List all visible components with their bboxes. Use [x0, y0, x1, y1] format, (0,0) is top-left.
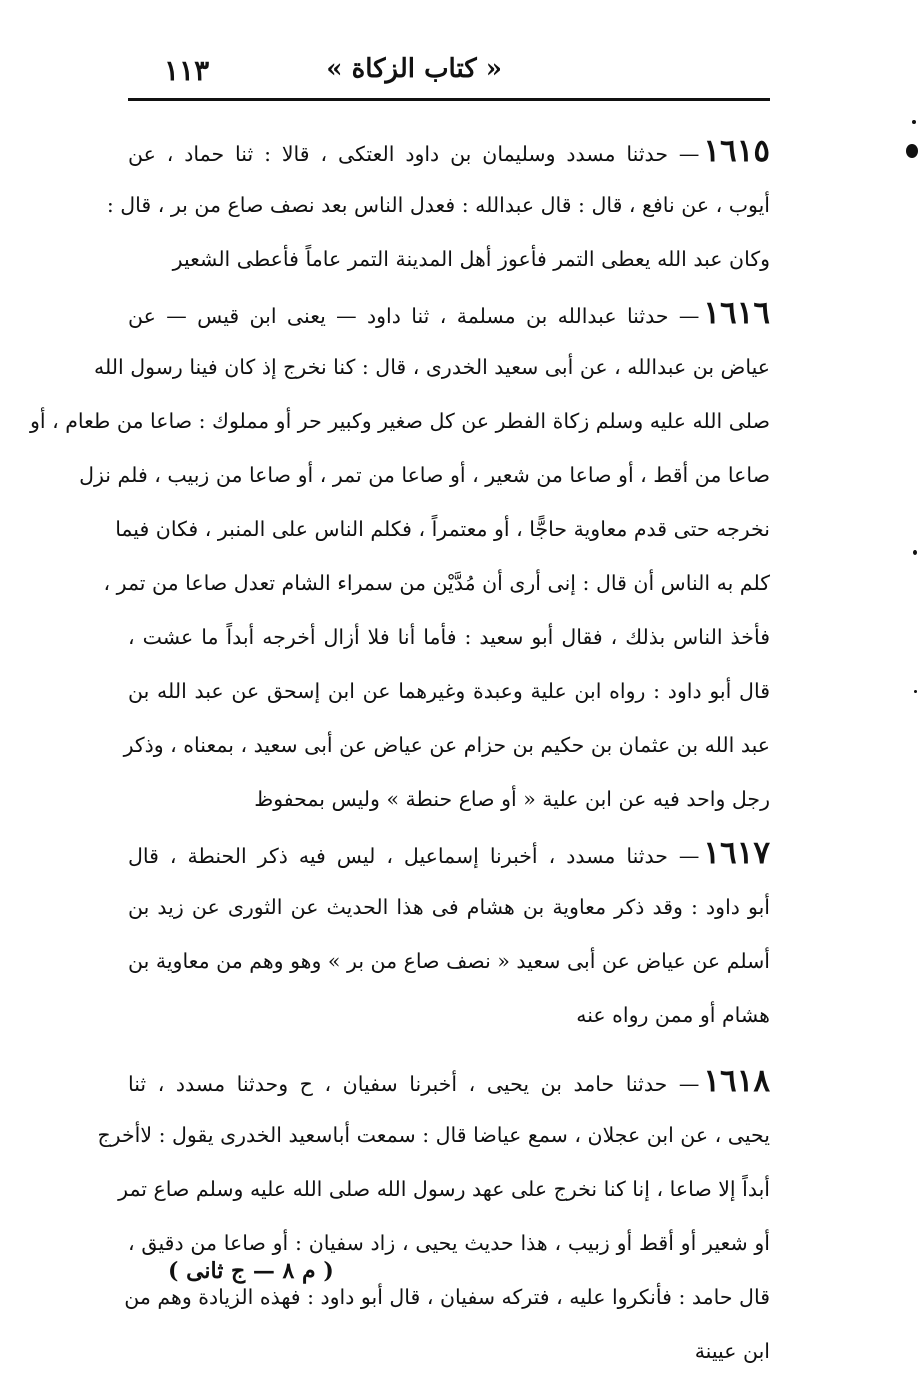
- line-text: — حدثنا مسدد ، أخبرنا إسماعيل ، ليس فيه ذكر الحنطة ، قال: [128, 844, 700, 868]
- line-text: — حدثنا مسدد وسليمان بن داود العتكى ، قالا : ثنا حماد ، عن: [128, 142, 700, 166]
- text-line: [29, 394, 770, 448]
- line-text: أبو داود : وقد ذكر معاوية بن هشام فى هذا الحديث عن الثورى عن زيد بن: [128, 895, 770, 919]
- line-text: أسلم عن عياض عن أبى سعيد « نصف صاع من بر » وهو وهم من معاوية بن: [128, 949, 770, 973]
- hadith-number: ١٦١٨: [703, 1063, 770, 1099]
- page-number: ١١٣: [164, 54, 210, 87]
- text-line: [103, 556, 770, 610]
- text-line: [94, 340, 770, 394]
- line-text: عياض بن عبدالله ، عن أبى سعيد الخدرى ، قال : كنا نخرج إذ كان فينا رسول الله: [94, 355, 770, 379]
- line-text: أبداً إلا صاعا ، إنا كنا نخرج على عهد رسول الله صلى الله عليه وسلم صاع تمر: [118, 1177, 770, 1201]
- text-line: [115, 502, 770, 556]
- text-line: [128, 664, 770, 718]
- text-line: [128, 772, 770, 826]
- line-text: وكان عبد الله يعطى التمر فأعوز أهل المدينة التمر عاماً فأعطى الشعير: [172, 247, 770, 271]
- text-line: [97, 1108, 770, 1162]
- scan-speck: [914, 690, 917, 693]
- line-text: نخرجه حتى قدم معاوية حاجًّا ، أو معتمراً ، فكلم الناس على المنبر ، فكان فيما: [115, 517, 770, 541]
- line-text: هشام أو ممن رواه عنه: [576, 1003, 770, 1027]
- text-line: [128, 610, 770, 664]
- line-text: كلم به الناس أن قال : إنى أرى أن مُدَّيْن من سمراء الشام تعدل صاعا من تمر ،: [103, 571, 770, 595]
- text-line: [128, 1054, 770, 1108]
- text-line: [106, 178, 770, 232]
- line-text: صلى الله عليه وسلم زكاة الفطر عن كل صغير وكبير حر أو مملوك : صاعا من طعام ، أو: [29, 409, 770, 433]
- text-line: [128, 826, 770, 880]
- line-text: رجل واحد فيه عن ابن علية « أو صاع حنطة » وليس بمحفوظ: [254, 787, 770, 811]
- text-line: [128, 880, 770, 934]
- line-text: أو شعير أو أقط أو زبيب ، هذا حديث يحيى ، زاد سفيان : أو صاعا من دقيق ،: [128, 1231, 770, 1255]
- line-text: صاعا من أقط ، أو صاعا من شعير ، أو صاعا من تمر ، أو صاعا من زبيب ، فلم نزل: [79, 463, 770, 487]
- line-text: — حدثنا عبدالله بن مسلمة ، ثنا داود — يعنى ابن قيس — عن: [128, 304, 700, 328]
- line-text: فأخذ الناس بذلك ، فقال أبو سعيد : فأما أنا فلا أزال أخرجه أبداً ما عشت ،: [128, 625, 770, 649]
- line-text: ابن عيينة: [694, 1339, 770, 1363]
- line-text: أيوب ، عن نافع ، قال : قال عبدالله : فعدل الناس بعد نصف صاع من بر ، قال :: [106, 193, 770, 217]
- signature-mark: ( م ٨ — ج ثانى ): [168, 1258, 334, 1284]
- text-line: [128, 934, 770, 988]
- hadith-number: ١٦١٦: [703, 295, 770, 331]
- scan-speck: [913, 550, 917, 555]
- line-text: عبد الله بن عثمان بن حكيم بن حزام عن عياض عن أبى سعيد ، بمعناه ، وذكر: [123, 733, 770, 757]
- text-line: [128, 988, 770, 1042]
- page-body: [29, 124, 770, 1378]
- text-line: [79, 448, 770, 502]
- text-line: [128, 232, 770, 286]
- text-line: [123, 718, 770, 772]
- hadith-number: ١٦١٧: [703, 835, 770, 871]
- chapter-title: « كتاب الزكاة »: [326, 54, 502, 84]
- page-header: [128, 50, 770, 101]
- text-line: [118, 1162, 770, 1216]
- text-line: [128, 1324, 770, 1378]
- line-text: قال أبو داود : رواه ابن علية وعبدة وغيرهما عن ابن إسحق عن عبد الله بن: [128, 679, 770, 703]
- text-line: [128, 286, 770, 340]
- line-text: قال حامد : فأنكروا عليه ، فتركه سفيان ، قال أبو داود : فهذه الزيادة وهم من: [124, 1285, 770, 1309]
- text-line: [128, 124, 770, 178]
- line-text: يحيى ، عن ابن عجلان ، سمع عياضا قال : سمعت أباسعيد الخدرى يقول : لاأخرج: [97, 1123, 770, 1147]
- scan-speck: [906, 144, 918, 158]
- paragraph-gap: [128, 1042, 770, 1054]
- hadith-number: ١٦١٥: [703, 133, 770, 169]
- line-text: — حدثنا حامد بن يحيى ، أخبرنا سفيان ، ح وحدثنا مسدد ، ثنا: [128, 1072, 700, 1096]
- scan-speck: [912, 120, 916, 124]
